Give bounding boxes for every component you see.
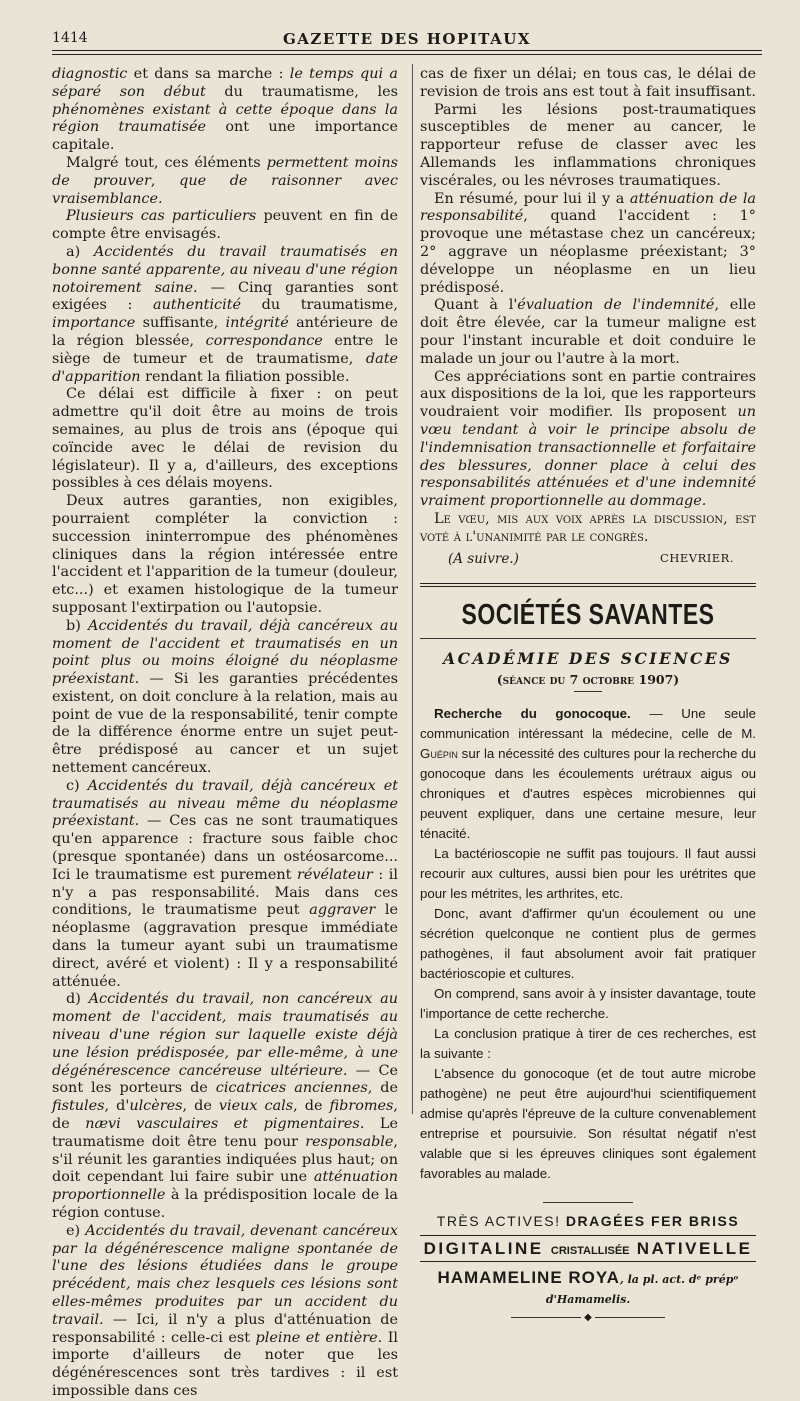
text-run: rendant la filiation possible. — [140, 368, 350, 385]
paragraph — [420, 844, 756, 904]
paragraph — [420, 369, 756, 511]
text-run: , de — [182, 1098, 219, 1115]
paragraph — [420, 984, 756, 1024]
text-run: — Cinq garanties sont exigées : — [52, 279, 399, 314]
section-double-rule — [420, 583, 756, 587]
text-run: , de — [52, 1098, 398, 1133]
text-run: e) — [66, 1222, 86, 1239]
text-run: b) — [66, 617, 89, 634]
paragraph — [420, 191, 756, 298]
paragraph — [52, 386, 398, 493]
advertisements — [420, 1202, 756, 1323]
ad-digitaline — [420, 1235, 756, 1262]
text-run: , s'il réunit les garanties indiquées plus haut; on doit cependant lui faire subir une — [52, 1133, 398, 1186]
column-divider — [412, 64, 413, 1114]
page-header — [52, 30, 762, 50]
text-run: Le vœu, mis aux voix après la discussion, est voté à l'unanimité par le congrès. — [420, 510, 756, 545]
text-run: Donc, avant d'affirmer qu'un écoulement ou une sécrétion quelconque ne contient plus de germes pathogènes, il faut absolument avoir fait pratiquer bactérioscopie et cultures. — [420, 905, 756, 981]
paragraph — [52, 991, 398, 1222]
text-run: , de — [367, 1080, 398, 1097]
text-run: En résumé, pour lui il y a — [434, 190, 630, 207]
text-run: un vœu tendant à voir le principe absolu de l'indemnisation transactionnelle et forfaitaire des blessures, donner place à celui des responsabilités atténuées et d'une indemnité vraiment proportionnelle au dommage. — [420, 404, 756, 510]
text-run: ulcères — [129, 1098, 183, 1115]
right-column — [420, 66, 756, 1323]
text-run: — Ces cas ne sont traumatiques qu'en apparence : fracture sous faible choc (presque spontanée) dans un ostéosarcome... Ici le traumatisme est purement — [52, 813, 398, 883]
text-run: peuvent en fin de compte être envisagés. — [52, 208, 398, 243]
text-run: . Le traumatisme doit être tenu pour — [52, 1116, 398, 1150]
text-run: antérieure de la région blessée, — [52, 315, 398, 349]
text-run: Ce délai est difficile à fixer : on peut admettre qu'il doit être au moins de trois semaines, au plus de trois ans (époque qui coïncide avec le délai de revision du législateur). Il y a, d'ailleurs, des exceptions possibles à ces délais moyens. — [52, 386, 398, 492]
text-run: intégrité — [225, 315, 289, 332]
text-run: La bactérioscopie ne suffit pas toujours. Il faut aussi recourir aux cultures, aussi bien pour les urétrites que pour les métrites, les arthrites, etc. — [420, 845, 756, 901]
text-run: Parmi les lésions post-traumatiques susceptibles de mener au cancer, le rapporteur refuse de classer avec les Allemands les inflammations chroniques viscérales, ou les névroses traumatiques. — [420, 101, 756, 189]
text-run: Ces appréciations sont en partie contraires aux dispositions de la loi, que les rapporteurs voudraient voir modifier. Ils proposent — [420, 368, 756, 421]
text-run: que de raisonner avec vraisemblance. — [52, 172, 399, 207]
text-run: diagnostic — [52, 66, 128, 82]
text-run: , quand l'accident : 1° provoque une métastase chez un cancéreux; 2° aggrave un néoplasme préexistant; 3° développe un néoplasme en un lieu prédisposé. — [420, 208, 756, 296]
section-rule — [420, 638, 756, 639]
paragraph — [52, 208, 398, 244]
paragraph — [420, 102, 756, 191]
text-run: Accidentés du travail, déjà cancéreux au moment de l'accident et traumatisés en un point plus ou moins éloigné du néoplasme préexistant. — [52, 617, 398, 688]
ad-dragees-prefix: TRÈS ACTIVES! — [436, 1212, 561, 1229]
text-run: à la prédisposition locale de la région contuse. — [52, 1187, 398, 1221]
paragraph — [52, 778, 398, 992]
text-run: , de — [293, 1098, 330, 1115]
academy-heading: ACADÉMIE DES SCIENCES — [443, 648, 733, 668]
text-run: . Il importe d'ailleurs de noter que les dégénérescences sont très tardives : il est impossible dans ces — [52, 1329, 398, 1399]
text-run: Accidentés du travail traumatisés en bonne santé apparente, au niveau d'une région notoirement saine. — [52, 243, 398, 296]
text-run: date d'apparition — [52, 350, 398, 385]
text-run: évaluation de l'indemnité — [517, 297, 715, 314]
paragraph — [52, 244, 398, 386]
paragraph — [52, 618, 398, 778]
text-run: cicatrices anciennes — [215, 1080, 368, 1097]
text-run: Plusieurs cas particuliers — [66, 208, 257, 225]
text-run: d) — [66, 991, 89, 1008]
paragraph — [420, 297, 756, 368]
ad-hamameline — [420, 1268, 756, 1308]
text-run: Accidentés du travail, non cancéreux au moment de l'accident, mais traumatisés au niveau d'une région sur laquelle existe déjà une lésion prédisposée, par elle-même, à une dégénérescence cancéreuse ultérieure. — [52, 991, 398, 1079]
text-run: atténuation proportionnelle — [52, 1169, 398, 1204]
text-run: nævi vasculaires et pigmentaires — [85, 1116, 360, 1133]
text-run: Malgré tout, ces éléments — [66, 154, 267, 171]
text-run: le néoplasme (aggravation presque immédiate dans la tumeur ayant subi un traumatisme direct, avéré et violent) : Il y a responsabilité atténuée. — [52, 902, 398, 990]
paragraph — [52, 493, 398, 618]
text-run: : il n'y a pas responsabilité. Mais dans ces conditions, le traumatisme peut — [52, 866, 399, 919]
paragraph — [52, 66, 398, 155]
text-run: Deux autres garanties, non exigibles, pourraient compléter la conviction : succession ininterrompue des phénomènes cliniques dans la région intéressée entre l'accident et l'apparition de la tumeur (douleur, etc...) et examen histologique de la tumeur supposant l'extirpation ou l'autopsie. — [52, 493, 398, 616]
text-run: atténuation de la responsabilité — [420, 190, 756, 225]
text-run: responsable — [305, 1133, 394, 1150]
session-date: (séance du 7 octobre 1907) — [496, 671, 680, 687]
left-column — [52, 66, 399, 1399]
paragraph — [52, 155, 398, 208]
paragraph — [420, 904, 756, 984]
text-run: phénomènes existant à cette époque dans la région traumatisée — [52, 101, 398, 136]
paragraph — [420, 511, 756, 547]
paragraph — [420, 1064, 756, 1184]
text-run: — Si les garanties précédentes existent, on doit conclure à la relation, mais au point de vue de la responsabilité, tenir compte de la différence énorme entre un sujet peut-être prédisposé au cancer et un sujet nettement cancéreux. — [52, 671, 398, 777]
text-run: La conclusion pratique à tirer de ces recherches, est la suivante : — [420, 1025, 756, 1061]
text-run: aggraver — [309, 902, 376, 919]
text-run: permettent moins de prouver — [52, 154, 398, 189]
ad-rule — [543, 1202, 633, 1203]
text-run: — Une seule communication intéressant la médecine, celle de M. — [420, 705, 756, 741]
text-run: correspondance — [205, 332, 323, 349]
text-run: pleine et entière — [255, 1329, 378, 1346]
text-run: suffisante, — [135, 315, 226, 332]
text-run: authenticité — [152, 297, 242, 314]
header-rule — [52, 50, 762, 51]
text-run: sur la nécessité des cultures pour la recherche du gonocoque dans les écoulements urétraux aigus ou chroniques et d'autres espèces microbiennes qui peuvent expliquer, dans une certaine mesure, leur ténacité. — [420, 745, 756, 841]
article-signature — [420, 551, 756, 567]
page-number: 1414 — [52, 30, 88, 46]
ad-dragees — [420, 1213, 756, 1229]
to-be-continued: (A suivre.) — [448, 550, 519, 567]
paragraph — [420, 1024, 756, 1064]
text-run: importance — [52, 315, 136, 332]
author-name: CHEVRIER. — [660, 550, 734, 565]
text-run: — Ce sont les porteurs de — [52, 1062, 398, 1097]
text-run: révélateur — [297, 866, 373, 883]
text-run: du traumatisme, les — [205, 83, 398, 100]
ad-hamameline-tail: , la pl. act. dᵉ prépᵒ d'Hamamelis. — [545, 1272, 739, 1306]
text-run: et dans sa marche : — [127, 66, 290, 82]
text-run: Guépin — [420, 745, 458, 761]
text-run: a) — [66, 243, 94, 260]
text-run: , d' — [104, 1098, 130, 1115]
right-column-article — [420, 66, 756, 547]
text-run: du traumatisme, — [241, 297, 398, 314]
section-title: SOCIÉTÉS SAVANTES — [461, 597, 715, 630]
journal-title: GAZETTE DES HOPITAUX — [282, 30, 531, 48]
text-run: Accidentés du travail, déjà cancéreux et traumatisés au niveau même du néoplasme préexistant. — [52, 777, 398, 830]
text-run: Recherche du gonocoque. — [434, 705, 631, 721]
academy-report — [420, 704, 756, 1184]
ad-digitaline-small: CRISTALLISÉE — [550, 1244, 630, 1257]
ornament-rule: ◆ — [420, 1312, 756, 1323]
text-run: L'absence du gonocoque (et de tout autre microbe pathogène) ne peut être aujourd'hui scientifiquement admise qu'après l'épreuve de la culture convenablement entreprise et poursuivie. Son résultat négatif n'est valable que si les épreuves cliniques sont également favorables au malade. — [420, 1065, 756, 1181]
paragraph — [52, 1223, 398, 1401]
ad-digitaline-b: NATIVELLE — [636, 1238, 753, 1258]
text-run: fistules — [52, 1098, 105, 1115]
header-rule-2 — [52, 54, 762, 55]
text-run: cas de fixer un délai; en tous cas, le délai de revision de trois ans est tout à fait insuffisant. — [420, 66, 756, 100]
short-rule — [574, 691, 602, 692]
paragraph — [420, 704, 756, 844]
ad-digitaline-a: DIGITALINE — [423, 1238, 544, 1258]
text-run: le temps qui a séparé son début — [52, 66, 399, 100]
paragraph — [420, 66, 756, 102]
ad-dragees-name: DRAGÉES FER BRISS — [565, 1212, 740, 1229]
text-run: — Ici, il n'y a plus d'atténuation de responsabilité : celle-ci est — [52, 1311, 398, 1346]
text-run: Accidentés du travail, devenant cancéreux par la dégénérescence maligne spontanée de l'une des lésions étudiées dans le groupe précédent, mais chez lesquels ces lésions sont elles-mêmes produites par un accident du travail. — [52, 1222, 398, 1328]
text-run: ont une importance capitale. — [52, 119, 398, 154]
text-run: , elle doit être élevée, car la tumeur maligne est pour l'instant incurable et doit conduire le malade un jour ou l'autre à la mort. — [420, 297, 756, 367]
ad-hamameline-name: HAMAMELINE ROYA — [437, 1267, 620, 1287]
text-run: c) — [66, 777, 88, 794]
text-run: vieux cals — [218, 1098, 294, 1115]
text-run: On comprend, sans avoir à y insister davantage, toute l'importance de cette recherche. — [420, 985, 756, 1021]
text-run: fibromes — [329, 1098, 394, 1115]
text-run: Quant à l' — [434, 297, 518, 314]
text-run: , — [150, 172, 180, 189]
text-run: entre le siège de tumeur et de traumatisme, — [52, 332, 398, 367]
